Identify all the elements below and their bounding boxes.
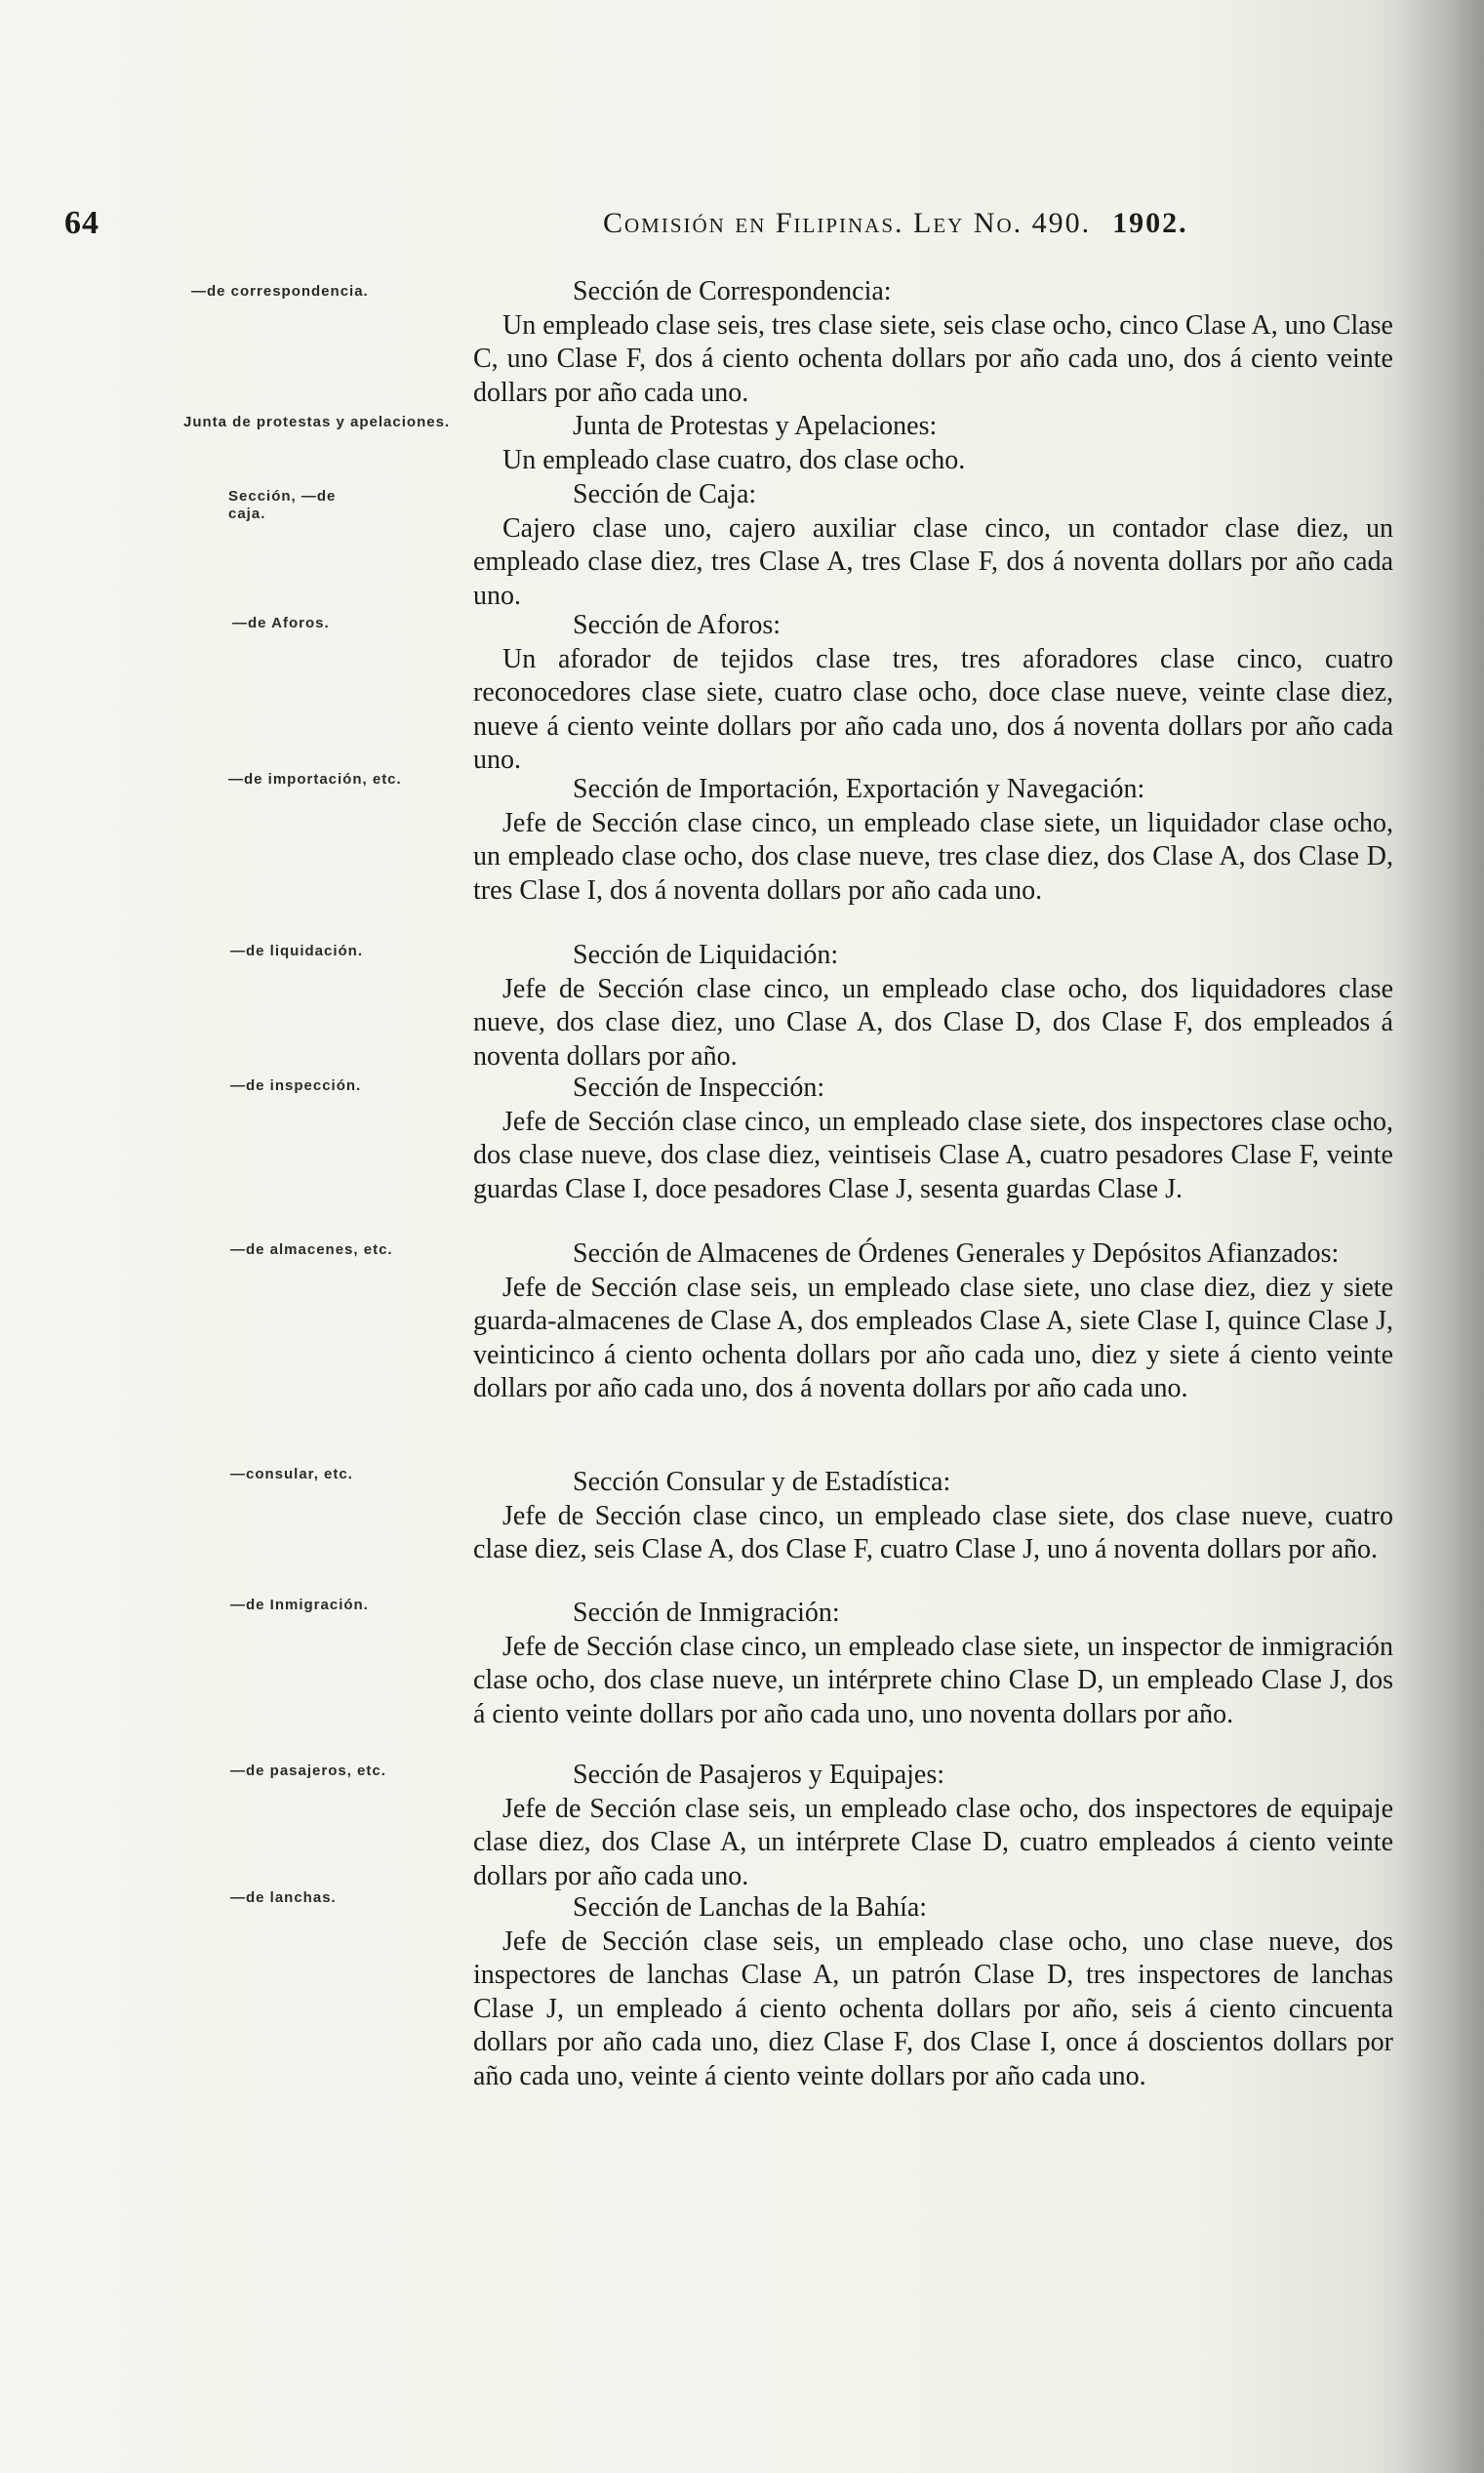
section-body: Jefe de Sección clase cinco, un empleado clase siete, un inspector de inmigración clase ocho, dos clase nueve, un intérprete chino Clase D, un empleado Clase J, dos á ciento veinte dollars por año cada uno, uno noventa dollars por año. <box>473 1631 1393 1729</box>
margin-note-caja: Sección, —de caja. <box>228 488 337 522</box>
section-body: Jefe de Sección clase cinco, un empleado clase ocho, dos liquidadores clase nueve, dos clase diez, uno Clase A, dos Clase D, dos Clase F, dos empleados á noventa dollars por año. <box>473 973 1393 1072</box>
section-correspondencia <box>473 275 1393 410</box>
margin-note-importacion: —de importación, etc. <box>228 771 402 788</box>
section-heading: Sección Consular y de Estadística: <box>573 1467 951 1497</box>
section-body: Un empleado clase seis, tres clase siete, seis clase ocho, cinco Clase A, uno Clase C, uno Clase F, dos á ciento ochenta dollars por año cada uno, dos á ciento veinte dollars por año cada uno. <box>473 309 1393 408</box>
section-heading: Sección de Aforos: <box>573 610 782 640</box>
section-body: Jefe de Sección clase cinco, un empleado clase siete, un liquidador clase ocho, un empleado clase ocho, dos clase nueve, tres clase diez, dos Clase A, dos Clase D, tres Clase I, dos á noventa dollars por año cada uno. <box>473 807 1393 906</box>
section-heading: Sección de Inmigración: <box>573 1598 840 1628</box>
section-importacion <box>473 773 1393 908</box>
section-heading: Sección de Caja: <box>573 479 757 509</box>
section-body: Un aforador de tejidos clase tres, tres aforadores clase cinco, cuatro reconocedores clase siete, cuatro clase ocho, doce clase nueve, veinte clase diez, nueve á ciento veinte dollars por año cada uno, dos á noventa dollars por año cada uno. <box>473 643 1393 775</box>
running-title: Comisión en Filipinas. Ley No. 490. <box>603 207 1092 239</box>
section-body: Jefe de Sección clase cinco, un empleado clase siete, dos inspectores clase ocho, dos clase nueve, dos clase diez, veintiseis Clase A, cuatro pesadores Clase F, veinte guardas Clase I, doce pesadores Clase J, sesenta guardas Clase J. <box>473 1106 1393 1204</box>
section-aforos <box>473 609 1393 778</box>
margin-note-protestas: Junta de protestas y apelaciones. <box>183 414 451 430</box>
section-heading: Sección de Liquidación: <box>573 940 839 970</box>
page-edge-shadow <box>1396 0 1484 2473</box>
margin-note-almacenes: —de almacenes, etc. <box>230 1241 393 1258</box>
section-lanchas <box>473 1891 1393 2093</box>
margin-note-correspondencia: —de correspondencia. <box>191 283 369 300</box>
margin-note-inmigracion: —de Inmigración. <box>230 1597 369 1613</box>
section-heading: Junta de Protestas y Apelaciones: <box>573 411 938 441</box>
section-heading: Sección de Lanchas de la Bahía: <box>573 1892 928 1923</box>
section-body: Jefe de Sección clase seis, un empleado clase siete, uno clase diez, diez y siete guarda-almacenes de Clase A, dos empleados Clase A, siete Clase I, quince Clase J, veinticinco á ciento ochenta dollars por año cada uno, diez y siete á ciento veinte dollars por año cada uno, dos á noventa dollars por año cada uno. <box>473 1272 1393 1403</box>
section-consular <box>473 1466 1393 1567</box>
section-body: Jefe de Sección clase seis, un empleado clase ocho, uno clase nueve, dos inspectores de lanchas Clase A, un patrón Clase D, tres inspectores de lanchas Clase J, un empleado á ciento ochenta dollars por año, seis á ciento cincuenta dollars por año cada uno, diez Clase F, dos Clase I, once á doscientos dollars por año cada uno, veinte á ciento veinte dollars por año cada uno. <box>473 1926 1393 2091</box>
section-liquidacion <box>473 939 1393 1074</box>
section-pasajeros <box>473 1759 1393 1893</box>
margin-note-consular: —consular, etc. <box>230 1466 353 1482</box>
section-heading: Sección de Inspección: <box>573 1073 825 1103</box>
margin-note-liquidacion: —de liquidación. <box>230 943 364 959</box>
section-body: Jefe de Sección clase cinco, un empleado clase siete, dos clase nueve, cuatro clase diez, seis Clase A, dos Clase F, cuatro Clase J, uno á noventa dollars por año. <box>473 1500 1393 1564</box>
section-heading: Sección de Correspondencia: <box>573 276 892 306</box>
section-heading: Sección de Pasajeros y Equipajes: <box>573 1760 945 1790</box>
section-body: Un empleado clase cuatro, dos clase ocho. <box>502 444 966 475</box>
section-inspeccion <box>473 1072 1393 1206</box>
section-inmigracion <box>473 1597 1393 1731</box>
margin-note-aforos: —de Aforos. <box>232 615 330 631</box>
margin-note-lanchas: —de lanchas. <box>230 1889 337 1906</box>
section-body: Cajero clase uno, cajero auxiliar clase cinco, un contador clase diez, un empleado clase diez, tres Clase A, tres Clase F, dos á noventa dollars por año cada uno. <box>473 512 1393 611</box>
section-protestas <box>473 410 1393 477</box>
section-heading: Sección de Importación, Exportación y Navegación: <box>573 774 1145 804</box>
margin-note-inspeccion: —de inspección. <box>230 1077 362 1094</box>
running-head <box>603 207 1188 240</box>
section-caja <box>473 478 1393 613</box>
margin-note-pasajeros: —de pasajeros, etc. <box>230 1763 386 1779</box>
page-number: 64 <box>64 205 100 241</box>
section-almacenes <box>473 1237 1393 1406</box>
running-year: 1902. <box>1112 207 1188 239</box>
section-body: Jefe de Sección clase seis, un empleado clase ocho, dos inspectores de equipaje clase diez, dos Clase A, un intérprete Clase D, cuatro empleados á ciento veinte dollars por año cada uno. <box>473 1793 1393 1891</box>
section-heading: Sección de Almacenes de Órdenes Generales y Depósitos Afianzados: <box>573 1238 1340 1269</box>
